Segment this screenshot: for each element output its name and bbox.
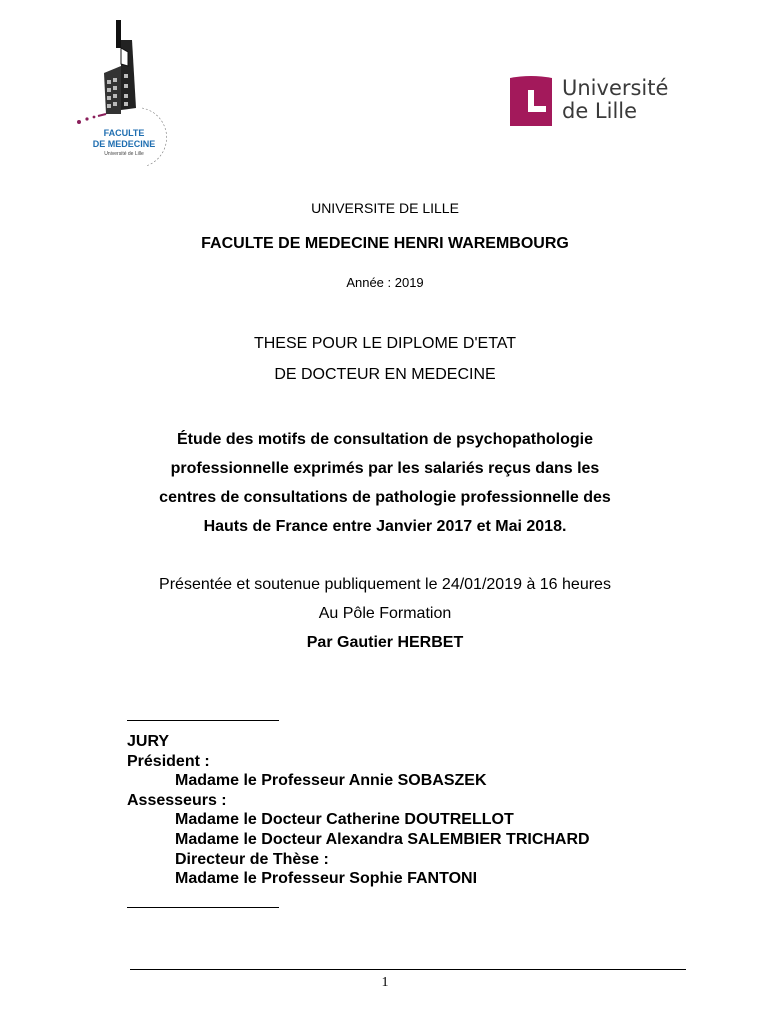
defense-location: Au Pôle Formation <box>318 605 452 622</box>
diploma-line-2: DE DOCTEUR EN MEDECINE <box>274 366 496 383</box>
assessors-label: Assesseurs : <box>127 791 227 809</box>
lille-logo-line2: de Lille <box>562 99 638 123</box>
footer-rule <box>130 969 686 970</box>
thesis-title-line: Hauts de France entre Janvier 2017 et Mai 2018. <box>203 518 567 535</box>
jury-heading: JURY <box>127 733 170 750</box>
author-name: Par Gautier HERBET <box>306 634 464 651</box>
lille-logo-line1: Université <box>562 76 669 100</box>
divider-bottom <box>127 907 279 908</box>
defense-date: Présentée et soutenue publiquement le 24/01/2019 à 16 heures <box>159 576 611 593</box>
director-label: Directeur de Thèse : <box>175 850 329 868</box>
universite-lille-logo <box>506 74 676 128</box>
assessor-name: Madame le Docteur Catherine DOUTRELLOT <box>175 811 514 829</box>
academic-year: Année : 2019 <box>346 275 424 290</box>
university-name: UNIVERSITE DE LILLE <box>311 200 459 216</box>
page-number: 1 <box>381 975 389 990</box>
jury-section <box>127 732 590 889</box>
faculte-logo-line2: DE MEDECINE <box>92 139 156 149</box>
president-name: Madame le Professeur Annie SOBASZEK <box>175 772 487 790</box>
lille-emblem-icon <box>506 74 556 126</box>
thesis-title-line: centres de consultations de pathologie professionnelle des <box>159 489 611 506</box>
faculte-logo-line1: FACULTE <box>103 128 145 138</box>
divider-top <box>127 720 279 721</box>
faculte-medecine-logo <box>74 18 174 174</box>
president-label: Président : <box>127 752 210 770</box>
faculte-logo-line3: Université de Lille <box>104 151 144 157</box>
assessor-name: Madame le Docteur Alexandra SALEMBIER TRICHARD <box>175 830 590 848</box>
faculty-name: FACULTE DE MEDECINE HENRI WAREMBOURG <box>201 235 569 252</box>
thesis-title <box>120 425 650 541</box>
thesis-title-line: professionnelle exprimés par les salariés reçus dans les <box>170 460 600 477</box>
diploma-line-1: THESE POUR LE DIPLOME D'ETAT <box>253 335 517 352</box>
director-name: Madame le Professeur Sophie FANTONI <box>175 870 478 888</box>
thesis-title-line: Étude des motifs de consultation de psychopathologie <box>176 431 594 448</box>
